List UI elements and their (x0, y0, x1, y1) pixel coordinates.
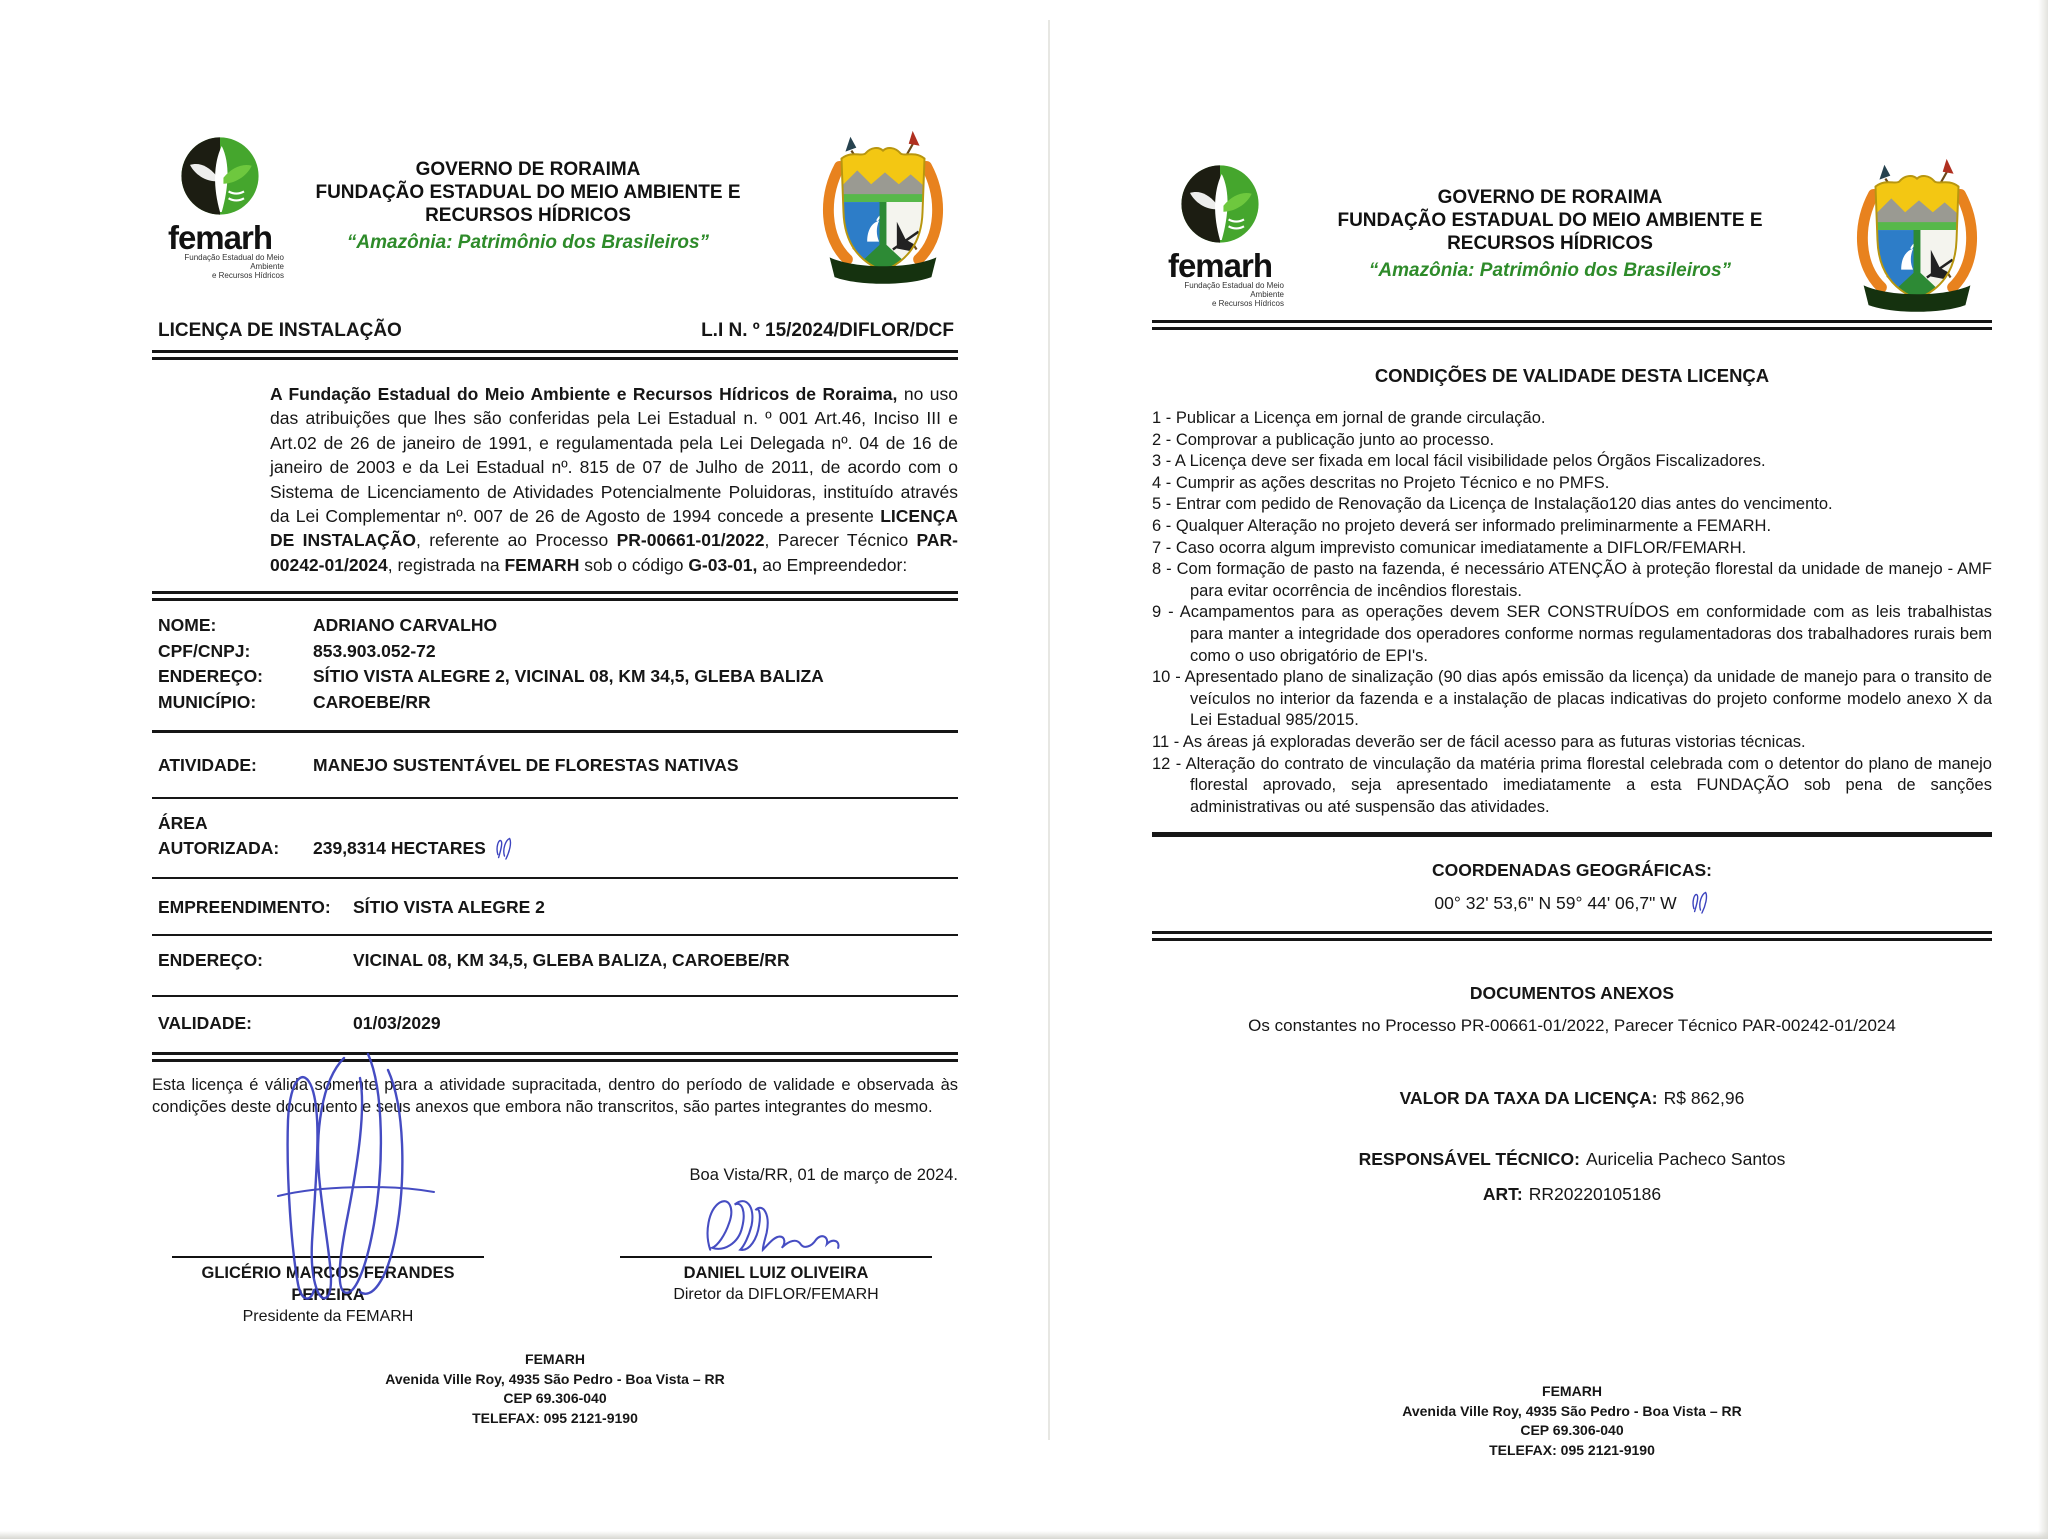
divider (152, 730, 958, 733)
condition-item (1152, 602, 1992, 667)
org-header-text (1288, 186, 1842, 284)
footer-telefax: TELEFAX: 095 2121-9190 (472, 1409, 638, 1426)
field-label: ENDEREÇO: (158, 666, 264, 687)
org-line1: GOVERNO DE RORAIMA (1437, 187, 1663, 208)
holder-fields (152, 613, 958, 715)
art-value: RR20220105186 (1528, 1184, 1662, 1205)
signatory-title: Diretor da DIFLOR/FEMARH (673, 1286, 879, 1304)
page2-header (1152, 150, 1992, 320)
org-line3: RECURSOS HÍDRICOS (425, 205, 631, 226)
femarh-wordmark: femarh (167, 219, 273, 256)
condition-text: 3 - A Licença deve ser fixada em local fácil visibilidade pelos Órgãos Fiscalizadores. (1152, 452, 1766, 471)
field-row-nome (158, 613, 958, 639)
divider-double (152, 1052, 958, 1062)
org-line3: RECURSOS HÍDRICOS (1447, 233, 1653, 254)
condition-text: 4 - Cumprir as ações descritas no Projeto Técnico e no PMFS. (1152, 473, 1610, 492)
area-row (152, 811, 958, 861)
org-slogan: “Amazônia: Patrimônio dos Brasileiros” (1368, 260, 1732, 281)
femarh-subtext: Fundação Estadual do Meio Ambiente e Recursos Hídricos (1184, 281, 1284, 308)
coat-of-arms-icon (813, 121, 953, 289)
org-slogan: “Amazônia: Patrimônio dos Brasileiros” (346, 232, 710, 253)
footer-org: FEMARH (525, 1351, 585, 1367)
license-intro-paragraph: A Fundação Estadual do Meio Ambiente e Recursos Hídricos de Roraima, no uso das atribuições que lhes são conferidas pela Lei Estadual n. º 001 Art.46, Inciso III e Art.02 de 26 de janeiro de 1991, e regulamentada pela Lei Delegada nº. 04 de 16 de janeiro de 2003 e da Lei Estadual nº. 815 de 07 de Julho de 2011, de acordo com o Sistema de Licenciamento de Atividades Potencialmente Poluidoras, instituído através da Lei Complementar nº. 007 de 26 de Agosto de 1994 concede a presente LICENÇA DE INSTALAÇÃO, referente ao Processo PR-00661-01/2022, Parecer Técnico PAR-00242-01/2024, registrada na FEMARH sob o código G-03-01, ao Empreendedor: (270, 384, 959, 575)
page-2-conditions (1152, 150, 1992, 1530)
divider-double (1152, 931, 1992, 941)
document-title: LICENÇA DE INSTALAÇÃO (158, 320, 402, 341)
handwritten-initials-icon (492, 835, 514, 861)
femarh-leaf-icon (1172, 162, 1268, 246)
coordinates-value: 00° 32' 53,6" N 59° 44' 06,7" W (1152, 889, 1992, 915)
divider-double (152, 350, 958, 360)
license-number: L.I N. º 15/2024/DIFLOR/DCF (701, 320, 954, 341)
site-address-row (152, 948, 958, 973)
site-address-label: ENDEREÇO: (158, 949, 264, 970)
condition-item (1152, 754, 1992, 819)
divider (152, 934, 958, 936)
condition-item (1152, 559, 1992, 602)
coordinates-title: COORDENADAS GEOGRÁFICAS: (1431, 860, 1712, 881)
divider-double (1152, 320, 1992, 330)
field-row-municipio (158, 690, 958, 716)
page1-footer (152, 1350, 958, 1428)
field-row-endereco (158, 664, 958, 690)
field-value: SÍTIO VISTA ALEGRE 2, VICINAL 08, KM 34,5, GLEBA BALIZA (313, 666, 824, 687)
condition-item (1152, 732, 1992, 754)
footer-cep: CEP 69.306-040 (503, 1390, 607, 1406)
field-label: NOME: (158, 615, 217, 636)
divider-double (152, 591, 958, 601)
femarh-subtext: Fundação Estadual do Meio Ambiente e Recursos Hídricos (184, 253, 284, 280)
condition-text: 9 - Acampamentos para as operações devem SER CONSTRUÍDOS em conformidade com as leis trabalhistas para manter a integridade dos operadores conforme normas regulamentadoras dos trabalhadores rurais bem como o uso obrigatório de EPI's. (1152, 603, 1992, 665)
condition-text: 2 - Comprovar a publicação junto ao processo. (1152, 430, 1495, 449)
conditions-title: CONDIÇÕES DE VALIDADE DESTA LICENÇA (1374, 365, 1770, 386)
field-value: 853.903.052-72 (313, 640, 436, 661)
enterprise-value: SÍTIO VISTA ALEGRE 2 (353, 896, 545, 917)
org-line1: GOVERNO DE RORAIMA (415, 159, 641, 180)
femarh-wordmark: femarh (1167, 247, 1273, 284)
page2-footer (1152, 1382, 1992, 1460)
footer-cep: CEP 69.306-040 (1520, 1422, 1624, 1438)
org-line2: FUNDAÇÃO ESTADUAL DO MEIO AMBIENTE E (1337, 210, 1763, 231)
validity-row (152, 1011, 958, 1036)
annex-title: DOCUMENTOS ANEXOS (1469, 983, 1675, 1004)
condition-text: 10 - Apresentado plano de sinalização (90 dias após emissão da licença) da unidade de manejo para o transito de veículos no interior da fazenda e a instalação de placas indicativas do projeto conforme modelo anexo X da Lei Estadual 985/2015. (1152, 668, 1992, 730)
condition-text: 12 - Alteração do contrato de vinculação da matéria prima florestal celebrada com o detentor do plano de manejo florestal aprovado, seja apresentado imediatamente a esta FUNDAÇÃO sob pena de sanções administrativas ou até suspensão das atividades. (1152, 754, 1992, 816)
roraima-coat-of-arms (1842, 149, 1992, 322)
signature-block-director (620, 1256, 932, 1305)
license-fee-label: VALOR DA TAXA DA LICENÇA: (1399, 1088, 1658, 1109)
area-value: 239,8314 HECTARES (313, 835, 514, 861)
field-label: MUNICÍPIO: (158, 691, 257, 712)
condition-item (1152, 494, 1992, 516)
footer-telefax: TELEFAX: 095 2121-9190 (1489, 1441, 1655, 1458)
activity-value: MANEJO SUSTENTÁVEL DE FLORESTAS NATIVAS (313, 755, 739, 776)
signatory-name: GLICÉRIO MARCOS FERANDES PEREIRA (201, 1264, 455, 1305)
condition-text: 1 - Publicar a Licença em jornal de grande circulação. (1152, 409, 1546, 427)
femarh-logo (152, 134, 288, 280)
annex-text: Os constantes no Processo PR-00661-01/2022, Parecer Técnico PAR-00242-01/2024 (1248, 1016, 1896, 1036)
activity-label: ATIVIDADE: (158, 755, 257, 776)
condition-item (1152, 408, 1992, 430)
footer-address: Avenida Ville Roy, 4935 São Pedro - Boa Vista – RR (1402, 1402, 1742, 1419)
field-row-cpf (158, 639, 958, 665)
condition-text: 7 - Caso ocorra algum imprevisto comunicar imediatamente a DIFLOR/FEMARH. (1152, 538, 1747, 557)
enterprise-row (152, 895, 958, 920)
scan-edge-bottom (0, 1531, 2048, 1539)
condition-text: 5 - Entrar com pedido de Renovação da Licença de Instalação120 dias antes do vencimento. (1152, 495, 1833, 514)
technical-responsible-line (1152, 1149, 1992, 1170)
handwritten-initials-icon (1688, 889, 1710, 915)
site-address-value: VICINAL 08, KM 34,5, GLEBA BALIZA, CAROEBE/RR (353, 949, 790, 970)
license-fee-line (1152, 1088, 1992, 1109)
condition-text: 6 - Qualquer Alteração no projeto deverá ser informado preliminarmente a FEMARH. (1152, 516, 1772, 535)
issue-date: Boa Vista/RR, 01 de março de 2024. (689, 1166, 958, 1185)
signatory-title: Presidente da FEMARH (242, 1308, 414, 1326)
art-line (1152, 1184, 1992, 1205)
condition-item (1152, 516, 1992, 538)
scan-edge-right (2038, 0, 2048, 1539)
condition-item (1152, 430, 1992, 452)
technical-responsible-value: Auricelia Pacheco Santos (1585, 1149, 1786, 1170)
conditions-list (1152, 408, 1992, 818)
field-label: CPF/CNPJ: (158, 640, 251, 661)
femarh-leaf-icon (172, 134, 268, 218)
divider (152, 797, 958, 799)
validity-value: 01/03/2029 (353, 1012, 441, 1033)
signature-block-president (172, 1256, 484, 1327)
license-fee-value: R$ 862,96 (1663, 1088, 1745, 1109)
page-1-license (152, 118, 958, 1508)
divider (152, 995, 958, 997)
condition-item (1152, 667, 1992, 732)
condition-item (1152, 538, 1992, 560)
field-value: ADRIANO CARVALHO (313, 615, 498, 636)
condition-item (1152, 473, 1992, 495)
area-label: ÁREA AUTORIZADA: (158, 812, 280, 858)
validity-note: Esta licença é válida somente para a atividade supracitada, dentro do período de validade e observada às condições deste documento e seus anexos que embora não transcritos, são partes integrantes do mesmo. (152, 1075, 958, 1116)
field-value: CAROEBE/RR (313, 691, 431, 712)
enterprise-label: EMPREENDIMENTO: (158, 896, 331, 917)
validity-label: VALIDADE: (158, 1012, 252, 1033)
coat-of-arms-icon (1847, 149, 1987, 317)
femarh-logo (1152, 162, 1288, 308)
art-label: ART: (1482, 1184, 1523, 1205)
org-header-text (288, 158, 808, 256)
footer-org: FEMARH (1542, 1383, 1602, 1399)
technical-responsible-label: RESPONSÁVEL TÉCNICO: (1358, 1149, 1580, 1170)
condition-item (1152, 451, 1992, 473)
page-seam (1048, 20, 1050, 1440)
footer-address: Avenida Ville Roy, 4935 São Pedro - Boa Vista – RR (385, 1370, 725, 1387)
license-title-row (152, 318, 958, 344)
divider (152, 877, 958, 879)
activity-row (152, 753, 958, 779)
org-line2: FUNDAÇÃO ESTADUAL DO MEIO AMBIENTE E (315, 182, 741, 203)
condition-text: 8 - Com formação de pasto na fazenda, é necessário ATENÇÃO à proteção florestal da unidade de manejo - AMF para evitar ocorrência de incêndios florestais. (1152, 560, 1992, 600)
roraima-coat-of-arms (808, 121, 958, 294)
condition-text: 11 - As áreas já exploradas deverão ser de fácil acesso para as futuras vistorias técnicas. (1152, 732, 1806, 751)
page1-header (152, 118, 958, 296)
divider-thick (1152, 832, 1992, 837)
signatory-name: DANIEL LUIZ OLIVEIRA (683, 1264, 869, 1283)
